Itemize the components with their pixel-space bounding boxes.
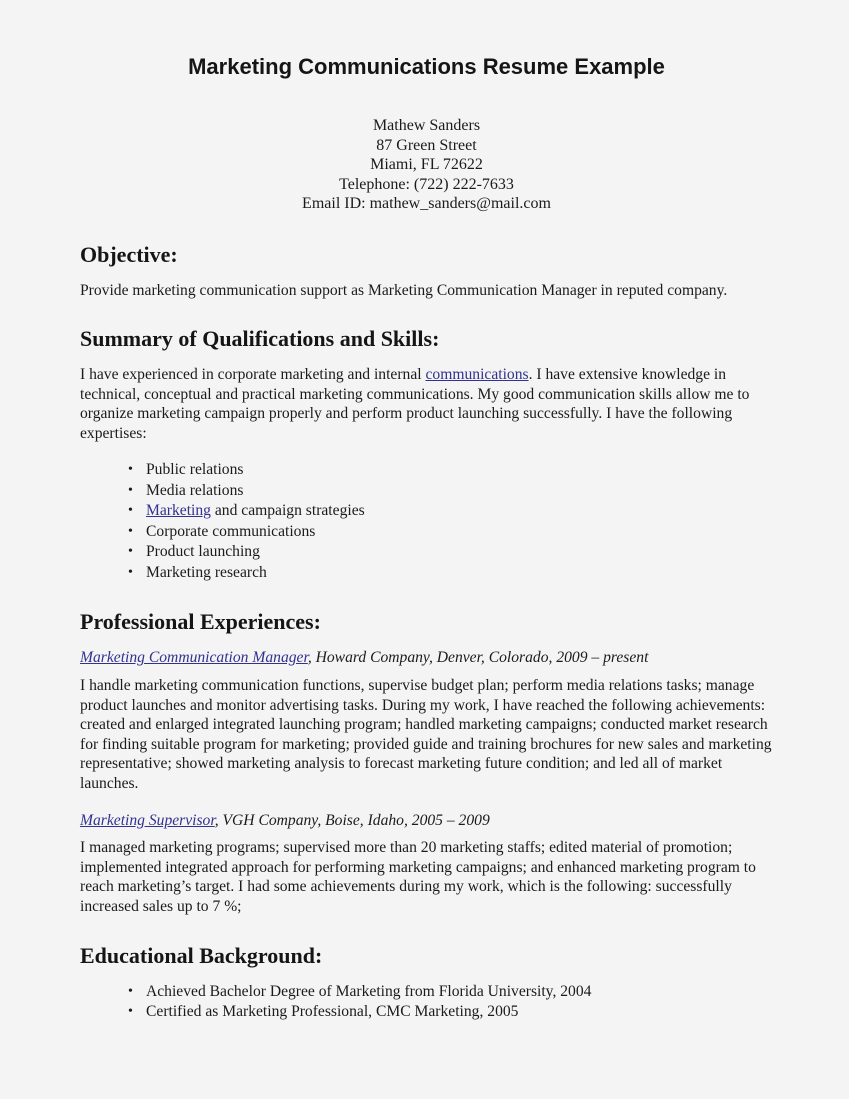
job-description-2: I managed marketing programs; supervised more than 20 marketing staffs; edited material of promotion; implemented integrated approach for performing marketing campaigns; and enhanced marketing program to reach marketing’s target. I had some achievements during my work, which is the following: successfully increased sales up to 7 %;: [80, 839, 756, 915]
skill-item-product-launching: [128, 542, 773, 563]
education-section: [80, 943, 773, 1023]
summary-intro: [80, 365, 773, 443]
experience-heading: Professional Experiences:: [80, 609, 321, 635]
skill-text: Product launching: [146, 543, 260, 561]
summary-intro-text-2: . I have extensive knowledge in technical, conceptual and practical marketing communications. My good communication skills allow me to organize marketing campaign properly and perform product launching successfully. I have the following expertises:: [80, 366, 750, 442]
contact-city: Miami, FL 72622: [370, 156, 483, 173]
job-title-rest: , VGH Company, Boise, Idaho, 2005 – 2009: [214, 811, 490, 829]
summary-intro-text-1: I have experienced in corporate marketing and internal: [80, 366, 426, 384]
skill-text: Marketing research: [146, 563, 267, 581]
education-item: [128, 1002, 773, 1023]
skill-item-public-relations: [128, 460, 773, 481]
contact-block: [80, 116, 773, 214]
education-list: [80, 982, 773, 1023]
summary-section: [80, 326, 773, 583]
education-heading: Educational Background:: [80, 942, 323, 968]
job-title-link-marketing-supervisor[interactable]: Marketing Supervisor: [80, 811, 215, 829]
skill-item-media-relations: [128, 481, 773, 502]
communications-link[interactable]: communications: [425, 366, 529, 384]
summary-heading: Summary of Qualifications and Skills:: [80, 326, 440, 352]
skill-item-marketing-strategies: [128, 501, 773, 522]
skill-text: Public relations: [146, 461, 244, 479]
education-item-text: Certified as Marketing Professional, CMC Marketing, 2005: [146, 1003, 519, 1021]
objective-text: Provide marketing communication support as Marketing Communication Manager in reputed company.: [80, 281, 728, 299]
contact-email: Email ID: mathew_sanders@mail.com: [302, 195, 551, 212]
skill-text: Corporate communications: [146, 522, 316, 540]
skill-item-marketing-research: [128, 563, 773, 584]
contact-street: 87 Green Street: [376, 136, 477, 154]
objective-heading: Objective:: [80, 241, 178, 267]
skills-list: [80, 460, 773, 583]
job-title-link-marketing-communication-manager[interactable]: Marketing Communication Manager: [80, 649, 308, 667]
objective-section: [80, 242, 773, 301]
job-description-1: I handle marketing communication functions, supervise budget plan; perform media relations tasks; manage product launches and monitor advertising tasks. During my work, I have reached the following achievements: created and enlarged integrated launching program; handled marketing campaigns; conducted market research for finding suitable program for marketing; provided guide and training brochures for new sales and marketing representative; showed marketing analysis to forecast marketing future condition; and led all of market launches.: [80, 677, 772, 793]
skill-text: Media relations: [146, 481, 244, 499]
education-item: [128, 982, 773, 1003]
page-title: Marketing Communications Resume Example: [188, 54, 665, 79]
education-item-text: Achieved Bachelor Degree of Marketing from Florida University, 2004: [146, 982, 592, 1000]
job-title-line-1: [80, 648, 773, 668]
contact-name: Mathew Sanders: [372, 117, 481, 134]
experience-section: [80, 609, 773, 916]
contact-telephone: Telephone: (722) 222-7633: [339, 175, 514, 193]
job-title-line-2: [80, 811, 773, 831]
job-title-rest: , Howard Company, Denver, Colorado, 2009 – present: [307, 649, 649, 667]
skill-text: and campaign strategies: [210, 502, 365, 520]
skill-item-corporate-communications: [128, 522, 773, 543]
marketing-link[interactable]: Marketing: [146, 502, 211, 520]
